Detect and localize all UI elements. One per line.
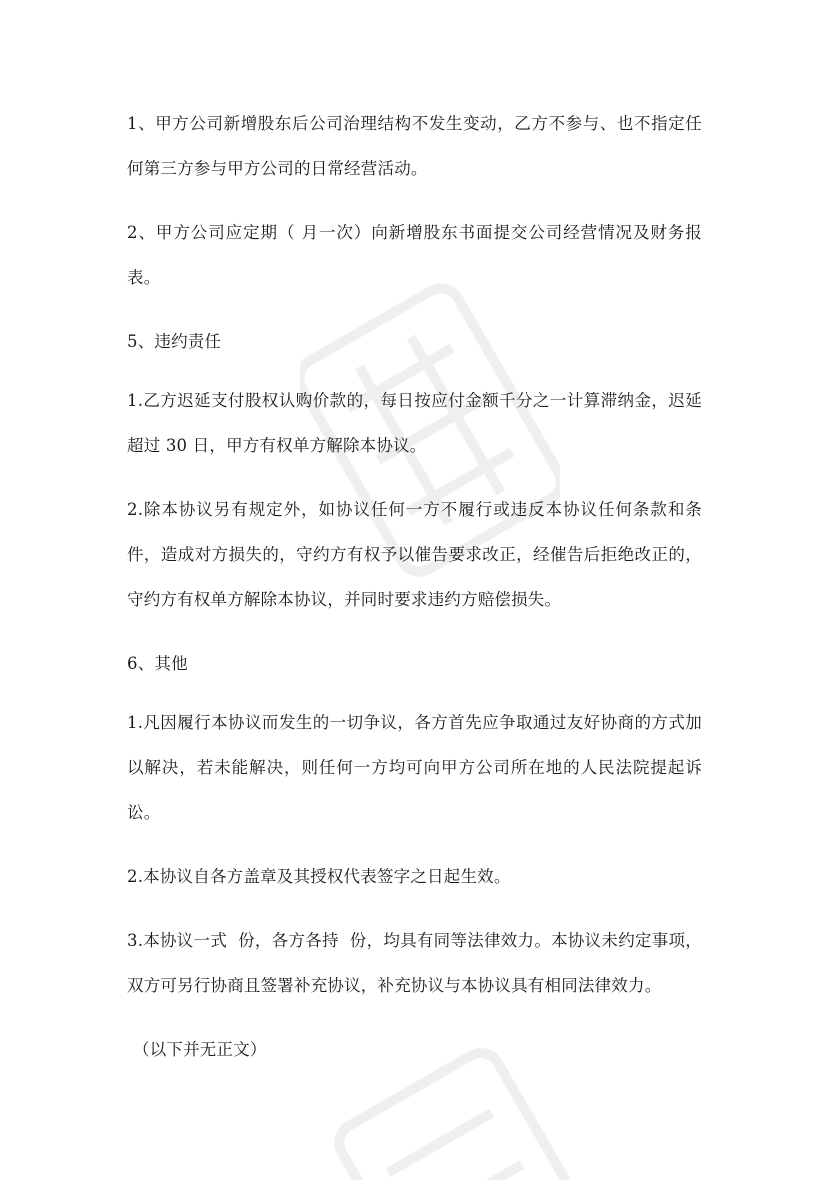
paragraph-governance: 1、甲方公司新增股东后公司治理结构不发生变动，乙方不参与、也不指定任何第三方参与甲方公司的日常经营活动。 xyxy=(127,114,702,178)
paragraph-reporting: 2、甲方公司应定期（ 月一次）向新增股东书面提交公司经营情况及财务报表。 xyxy=(127,223,702,287)
section-6-item-2: 2.本协议自各方盖章及其授权代表签字之日起生效。 xyxy=(127,867,511,886)
section-6-heading: 6、其他 xyxy=(127,654,188,673)
section-5-item-2: 2.除本协议另有规定外，如协议任何一方不履行或违反本协议任何条款和条件，造成对方损失的，守约方有权予以催告要求改正，经催告后拒绝改正的，守约方有权单方解除本协议，并同时要求违约方赔偿损失。 xyxy=(127,500,702,609)
document-body xyxy=(127,101,702,1091)
closing-note: （以下并无正文） xyxy=(133,1040,267,1059)
section-5-heading: 5、违约责任 xyxy=(127,332,222,351)
section-6-item-3: 3.本协议一式 份，各方各持 份，均具有同等法律效力。本协议未约定事项，双方可另行协商且签署补充协议，补充协议与本协议具有相同法律效力。 xyxy=(127,931,702,995)
section-6-item-1: 1.凡因履行本协议而发生的一切争议，各方首先应争取通过友好协商的方式加以解决，若未能解决，则任何一方均可向甲方公司所在地的人民法院提起诉讼。 xyxy=(127,713,702,822)
section-5-item-1: 1.乙方迟延支付股权认购价款的，每日按应付金额千分之一计算滞纳金，迟延超过 30 日，甲方有权单方解除本协议。 xyxy=(127,391,702,455)
